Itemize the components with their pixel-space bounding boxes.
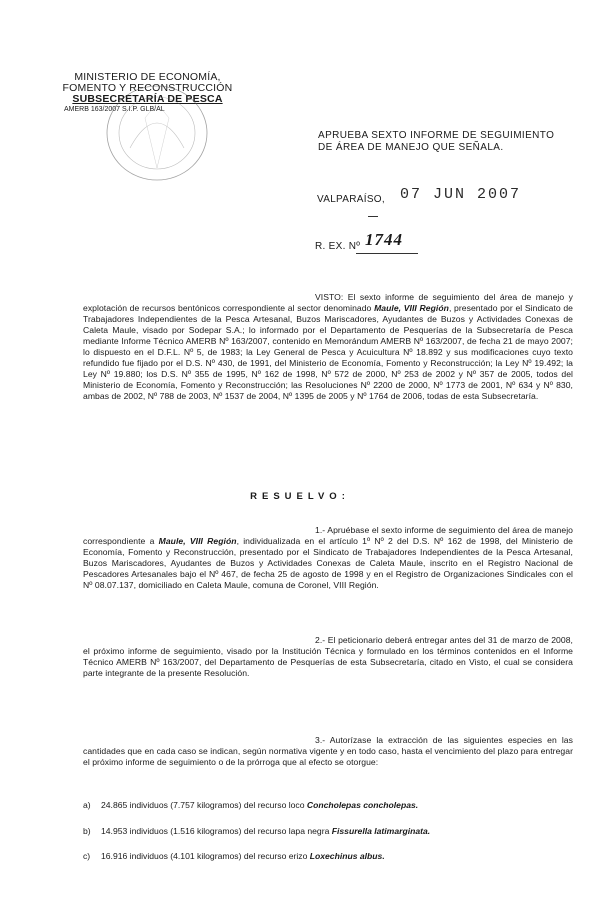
visto-lead: VISTO: [315,292,344,302]
list-item [83,851,573,862]
article-3-paragraph [83,735,573,768]
item-species: Fissurella latimarginata. [331,826,431,836]
item-species: Concholepas concholepas. [306,800,419,810]
ministry-line-1: MINISTERIO DE ECONOMÍA, [74,71,221,83]
item-letter: c) [83,851,91,861]
item-letter: b) [83,826,91,836]
subsecretaria-name: SUBSECRETARÍA DE PESCA [72,93,223,105]
place-label: VALPARAÍSO, [317,194,385,205]
visto-text-a: El sexto informe de seguimiento del área de manejo y explotación de recursos bentónicos correspondiente al sector denominado [83,292,573,313]
resolution-dash [368,216,378,217]
article-1-paragraph [83,525,573,591]
item-letter: a) [83,800,91,810]
visto-sector: Maule, VIII Región [374,303,449,313]
ministry-header [60,72,235,114]
item-text: 24.865 individuos (7.757 kilogramos) del recurso loco [101,800,305,810]
article-1-sector: Maule, VIII Región [158,536,237,546]
article-2-text: 2.- El peticionario deberá entregar antes del 31 de marzo de 2008, el próximo informe de seguimiento, visado por la Institución Técnica y formulado en los términos contenidos en el Informe Técnico AMERB Nº 163/2007, del Departamento de Pesquerías de esta Subsecretaría, citado en Visto, el cual se considera parte integrante de la presente Resolución. [83,635,573,678]
document-subject [318,130,568,153]
resolution-number: 1744 [365,230,403,249]
item-species: Loxechinus albus. [309,851,385,861]
date-stamp: 07 JUN 2007 [400,186,522,203]
subject-line-1: APRUEBA SEXTO INFORME DE SEGUIMIENTO [318,130,555,141]
list-item [83,826,573,837]
visto-paragraph [83,292,573,402]
resolution-label: R. EX. Nº [315,241,361,252]
article-1-text-b: , individualizada en el artículo 1º Nº 2 del D.S. Nº 162 de 1998, del Ministerio de Economía, Fomento y Reconstrucción, presentado por el Sindicato de Trabajadores Independientes de la Pesca Artesanal, Buzos Mariscadores, Ayudantes de Buzos y Actividades Conexas de Caleta Maule, inscrito en el Registro Nacional de Pescadores Artesanales bajo el Nº 467, de fecha 25 de agosto de 1998 y en el Registro de Organizaciones Sindicales con el Nº 08.07.137, domiciliado en Caleta Maule, comuna de Coronel, VIII Región. [83,536,573,590]
resolution-underline [356,253,418,254]
resuelvo-heading: RESUELVO: [250,491,350,502]
article-3-text: 3.- Autorízase la extracción de las siguientes especies en las cantidades que en cada caso se indican, según normativa vigente y en todo caso, hasta el vencimiento del plazo para entregar el próximo informe de seguimiento o de la prórroga que al efecto se otorgue: [83,735,573,767]
item-text: 16.916 individuos (4.101 kilogramos) del recurso erizo [101,851,308,861]
visto-text-b: , presentado por el Sindicato de Trabajadores Independientes de la Pesca Artesanal, Buzos Mariscadores, Ayudantes de Buzos y Actividades Conexas de Caleta Maule, visado por Sodepar S.A.; lo informado por el Departamento de Pesquerías de la Subsecretaría de Pesca mediante Informe Técnico AMERB Nº 163/2007, contenido en Memorándum AMERB Nº 163/2007, de fecha 21 de mayo 2007; lo dispuesto en el D.F.L. Nº 5, de 1983; la Ley General de Pesca y Acuicultura Nº 18.892 y sus modificaciones cuyo texto refundido fue fijado por el D.S. Nº 430, de 1991, del Ministerio de Economía, Fomento y Reconstrucción; la Ley Nº 19.492; la Ley Nº 19.880; los D.S. Nº 355 de 1995, Nº 162 de 1998, Nº 572 de 2000, Nº 253 de 2002 y Nº 357 de 2005, todos del Ministerio de Economía, Fomento y Reconstrucción; las Resoluciones Nº 2200 de 2000, Nº 1773 de 2001, Nº 634 y Nº 830, ambas de 2002, Nº 788 de 2003, Nº 1537 de 2004, Nº 1395 de 2005 y Nº 1764 de 2006, todas de esta Subsecretaría. [83,303,574,401]
article-2-paragraph [83,635,573,679]
subject-line-2: DE ÁREA DE MANEJO QUE SEÑALA. [318,141,504,153]
article-1-text-a: 1.- Apruébase el sexto informe de seguimiento del área de manejo correspondiente a [83,525,573,546]
item-text: 14.953 individuos (1.516 kilogramos) del recurso lapa negra [101,826,330,836]
ministry-line-2: FOMENTO Y RECONSTRUCCIÓN [62,82,233,94]
reference-code: AMERB 163/2007 S.I.P. GLB/AL [64,106,165,113]
list-item [83,800,573,811]
